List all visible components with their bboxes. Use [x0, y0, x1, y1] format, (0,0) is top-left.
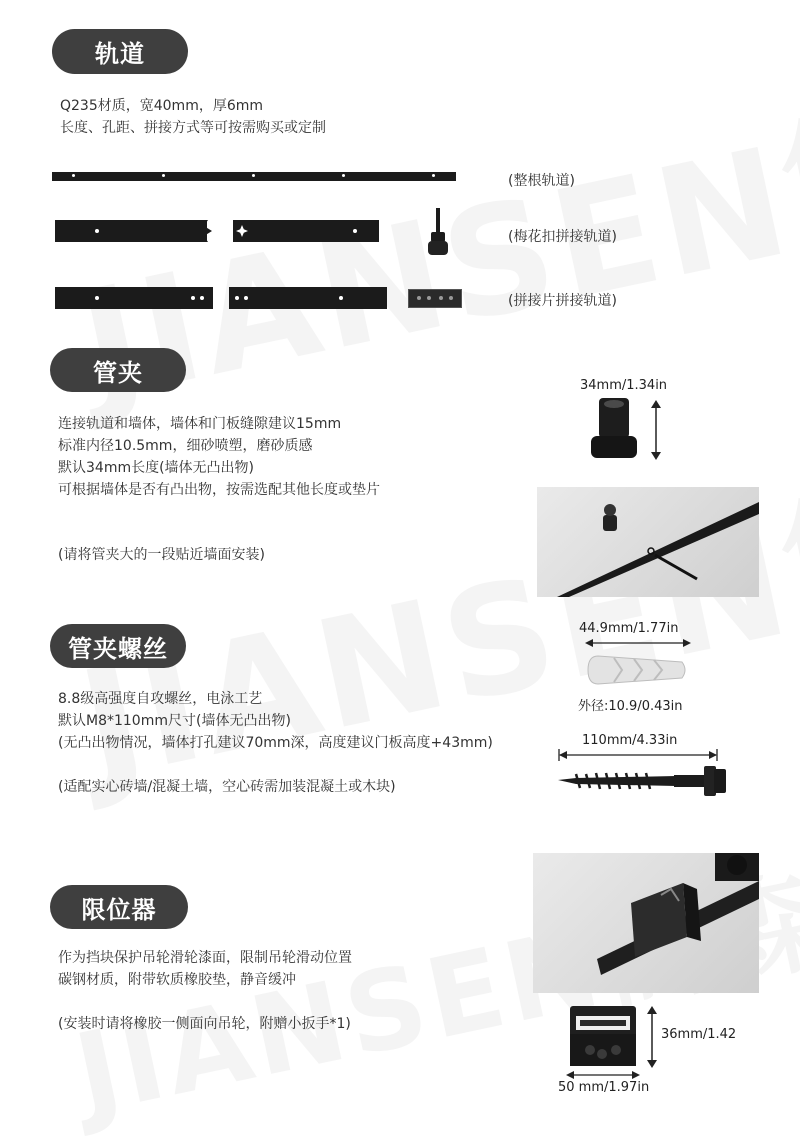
screw-desc-line-1: 8.8级高强度自攻螺丝，电泳工艺 [58, 691, 263, 707]
section-title-screw: 管夹螺丝 [50, 624, 186, 668]
stopper-width-dimension: 50 mm/1.97in [558, 1080, 650, 1095]
screw-desc-line-3: (无凸出物情况，墙体打孔建议70mm深，高度建议门板高度+43mm) [58, 735, 493, 751]
clamp-install-photo [537, 487, 759, 597]
label-full-rail: (整根轨道) [508, 173, 575, 189]
stopper-height-arrow [646, 1006, 658, 1068]
plum-joint-connector [198, 220, 214, 242]
clamp-dimension-arrow [650, 400, 662, 460]
plum-joint-rail-left [55, 220, 207, 242]
stopper-image [568, 1004, 638, 1068]
rail-desc-line-1: Q235材质，宽40mm，厚6mm [60, 98, 264, 114]
clamp-note: (请将管夹大的一段贴近墙面安装) [58, 547, 265, 563]
stopper-width-arrow [566, 1070, 640, 1080]
stopper-desc-line-1: 作为挡块保护吊轮滑轮漆面，限制吊轮滑动位置 [58, 950, 352, 966]
anchor-dimension-arrow [585, 639, 691, 647]
label-splice-rail: (拼接片拼接轨道) [508, 293, 617, 309]
clamp-desc-line-3: 默认34mm长度(墙体无凸出物) [58, 460, 255, 476]
clamp-desc-line-2: 标准内径10.5mm，细砂喷塑，磨砂质感 [58, 438, 313, 454]
stopper-note: (安装时请将橡胶一侧面向吊轮，附赠小扳手*1) [58, 1016, 351, 1032]
screw-desc-line-2: 默认M8*110mm尺寸(墙体无凸出物) [58, 713, 291, 729]
splice-rail-left [55, 287, 213, 309]
section-title-clamp: 管夹 [50, 348, 186, 392]
label-plum-joint-rail: (梅花扣拼接轨道) [508, 229, 617, 245]
screw-dimension-arrow [558, 749, 718, 761]
anchor-length-dimension: 44.9mm/1.77in [579, 621, 679, 636]
full-rail-image [52, 172, 456, 181]
stopper-install-photo [533, 853, 759, 993]
screw-note: (适配实心砖墙/混凝土墙，空心砖需加装混凝土或木块) [58, 779, 396, 795]
pipe-clamp-image [588, 398, 640, 460]
splice-rail-right [229, 287, 387, 309]
section-title-rail: 轨道 [52, 29, 188, 74]
clamp-desc-line-1: 连接轨道和墙体，墙体和门板缝隙建议15mm [58, 416, 342, 432]
stopper-height-dimension: 36mm/1.42 [661, 1027, 737, 1042]
stopper-install-illustration [533, 853, 759, 993]
screw-length-dimension: 110mm/4.33in [582, 733, 678, 748]
clamp-install-illustration [537, 487, 759, 597]
clamp-desc-line-4: 可根据墙体是否有凸出物，按需选配其他长度或垫片 [58, 482, 380, 498]
section-title-stopper: 限位器 [50, 885, 188, 929]
rail-desc-line-2: 长度、孔距、拼接方式等可按需购买或定制 [60, 120, 326, 136]
plum-joint-rail-right [233, 220, 379, 242]
plum-joint-bolt [428, 208, 448, 256]
self-tapping-screw-image [556, 762, 730, 800]
splice-plate [408, 289, 462, 308]
clamp-length-dimension: 34mm/1.34in [580, 378, 668, 393]
anchor-outer-diameter: 外径:10.9/0.43in [578, 699, 683, 714]
stopper-desc-line-2: 碳钢材质，附带软质橡胶垫，静音缓冲 [58, 972, 296, 988]
wall-anchor-image [584, 650, 688, 690]
